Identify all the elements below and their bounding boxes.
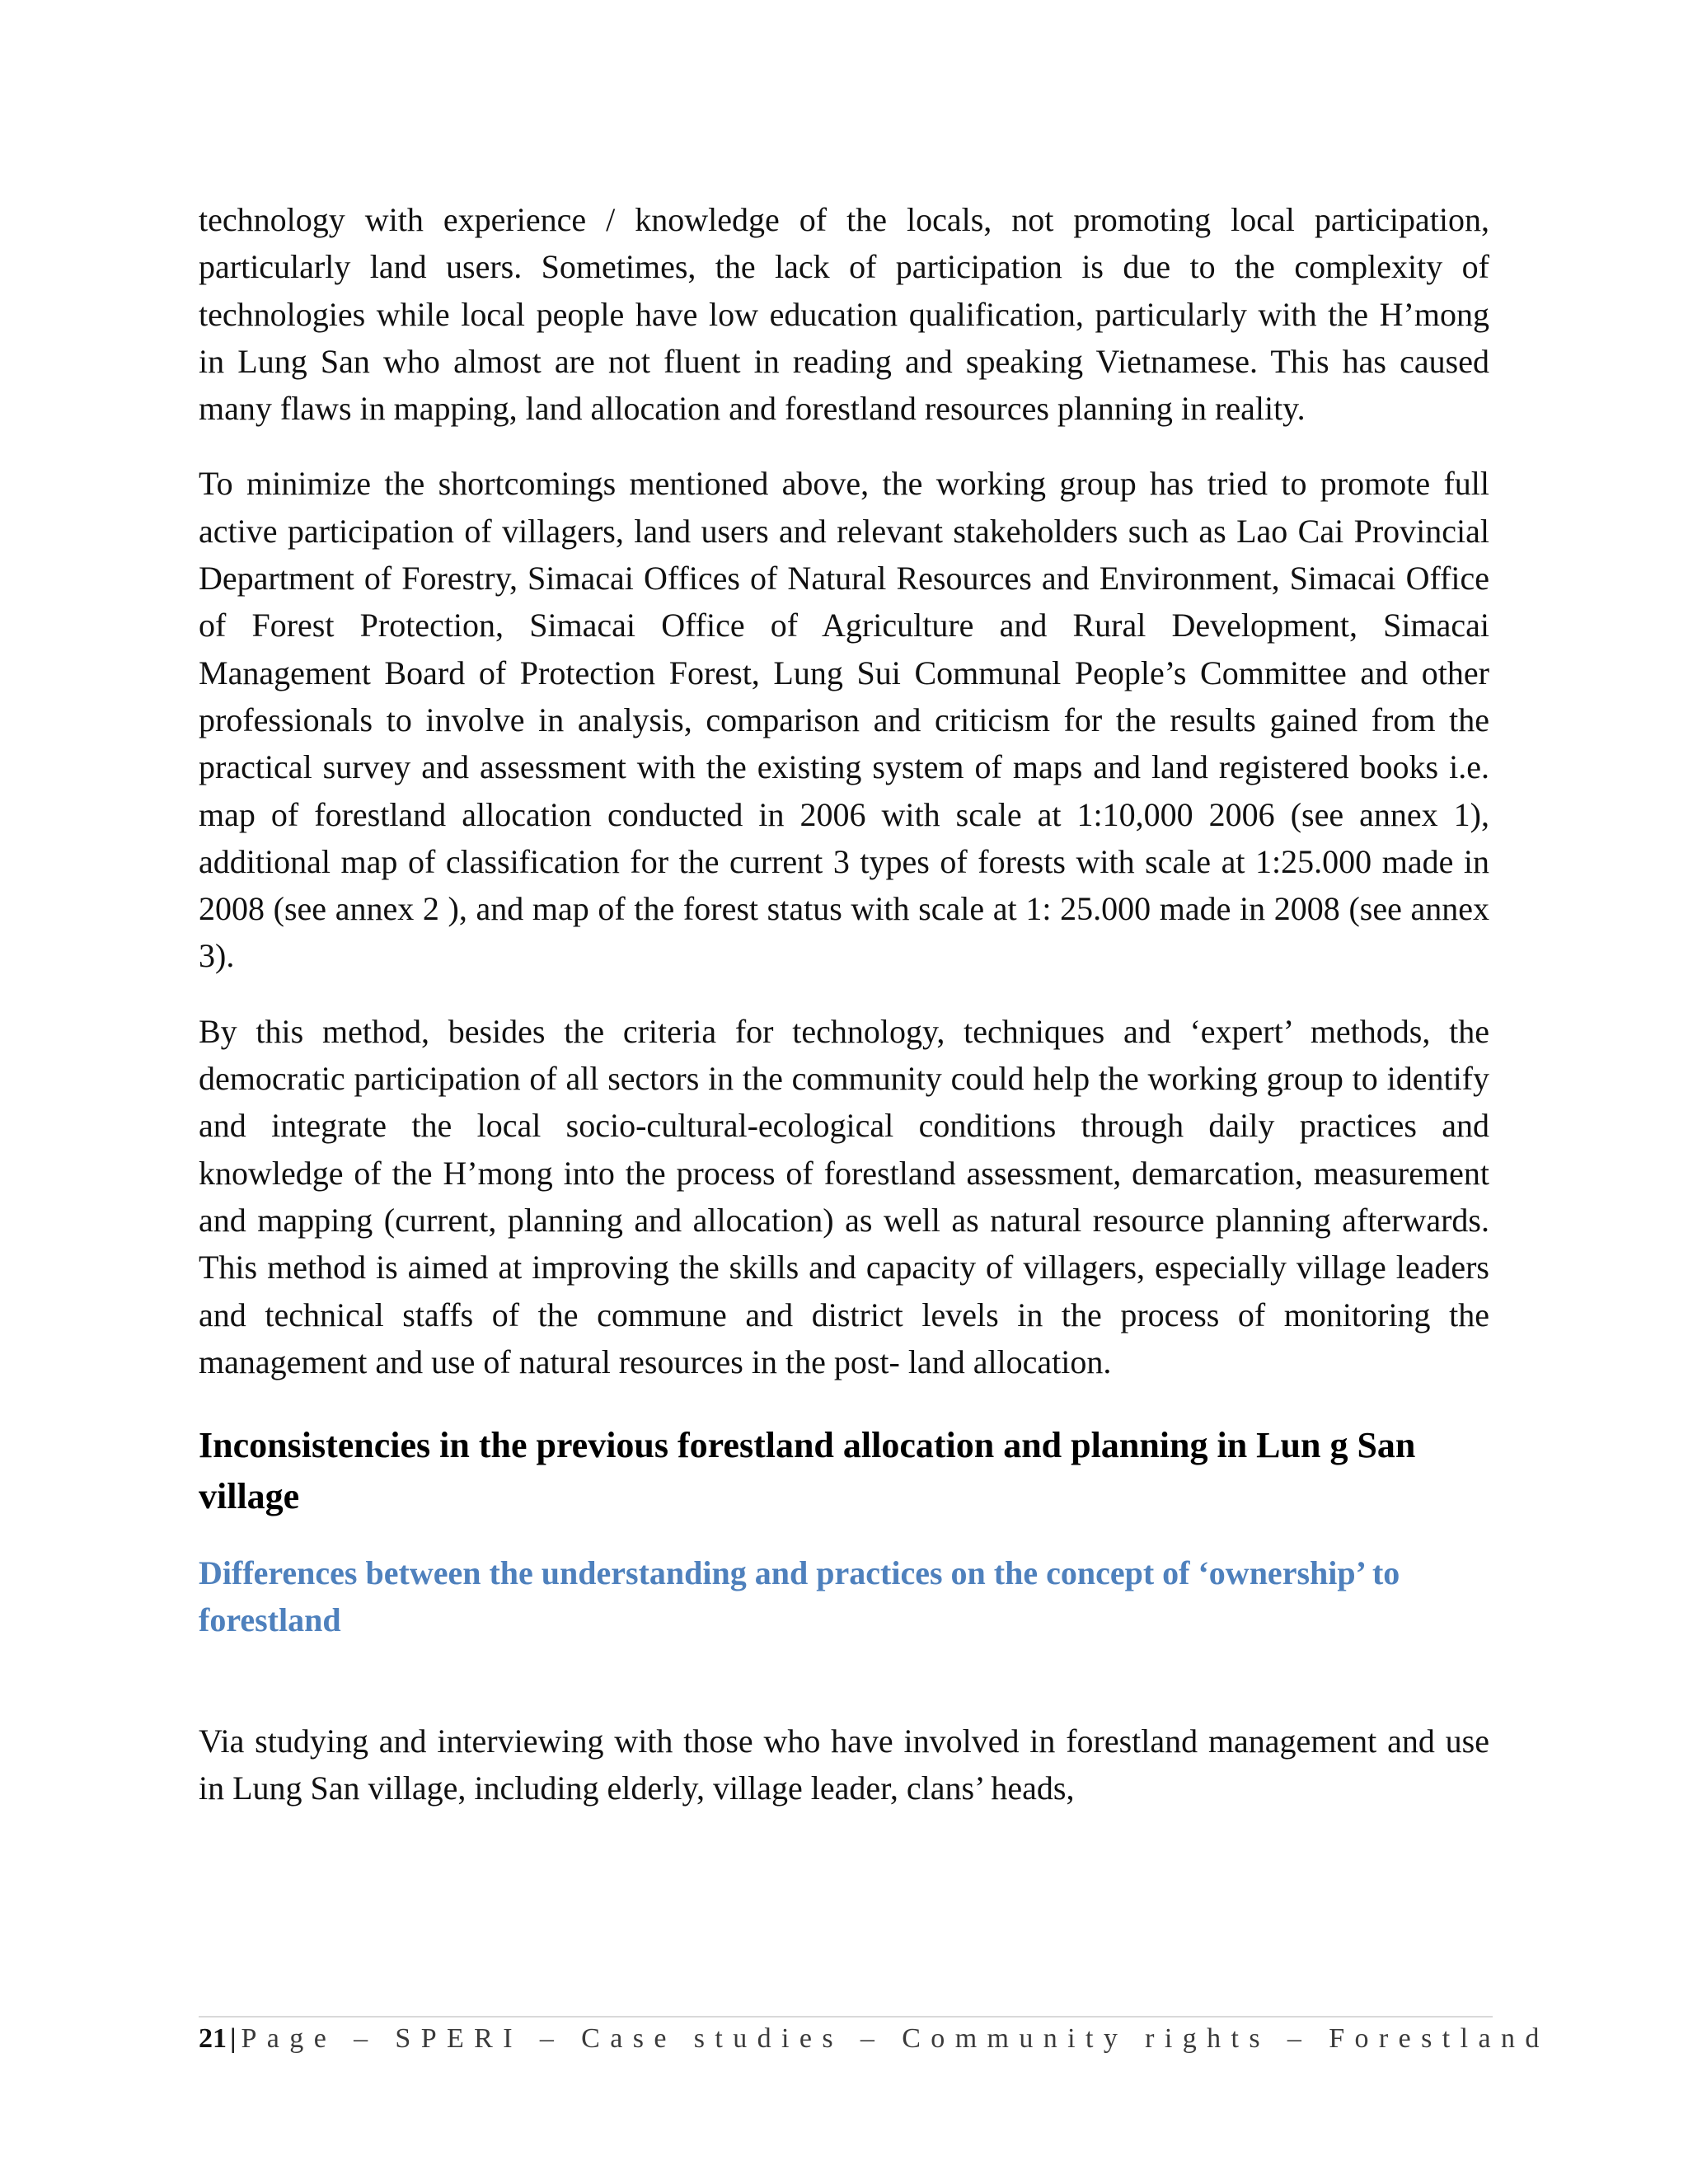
paragraph-1: technology with experience / knowledge of the locals, not promoting local participation, particularly land users. Sometimes, the lack of participation is due to the complexity of technologies while local people have low education qualification, particularly with the H’mong in Lung San who almost are not fluent in reading and speaking Vietnamese. This has caused many flaws in mapping, land allocation and forestland resources planning in reality. xyxy=(199,201,1489,428)
footer-separator: | xyxy=(230,2023,237,2054)
subsection-heading: Differences between the understanding and practices on the concept of ‘ownership’ to forestland xyxy=(199,1554,1400,1639)
page-body xyxy=(199,196,1489,1840)
section-heading: Inconsistencies in the previous forestland allocation and planning in Lun g San village xyxy=(199,1425,1416,1517)
footer-divider xyxy=(199,2016,1493,2018)
paragraph-2: To minimize the shortcomings mentioned above, the working group has tried to promote full active participation of villagers, land users and relevant stakeholders such as Lao Cai Provincial Department of Forestry, Simacai Offices of Natural Resources and Environment, Simacai Office of Forest Protection, Simacai Office of Agriculture and Rural Development, Simacai Management Board of Protection Forest, Lung Sui Communal People’s Committee and other professionals to involve in analysis, comparison and criticism for the results gained from the practical survey and assessment with the existing system of maps and land registered books i.e. map of forestland allocation conducted in 2006 with scale at 1:10,000 2006 (see annex 1), additional map of classification for the current 3 types of forests with scale at 1:25.000 made in 2008 (see annex 2 ), and map of the forest status with scale at 1: 25.000 made in 2008 (see annex 3). xyxy=(199,465,1489,975)
footer-text: Page – SPERI – Case studies – Community rights – Forestland xyxy=(241,2023,1550,2054)
paragraph-3: By this method, besides the criteria for technology, techniques and ‘expert’ methods, the democratic participation of all sectors in the community could help the working group to identify and integrate the local socio-cultural-ecological conditions through daily practices and knowledge of the H’mong into the process of forestland assessment, demarcation, measurement and mapping (current, planning and allocation) as well as natural resource planning afterwards. This method is aimed at improving the skills and capacity of villagers, especially village leaders and technical staffs of the commune and district levels in the process of monitoring the management and use of natural resources in the post- land allocation. xyxy=(199,1012,1489,1380)
page-footer xyxy=(199,2021,1550,2057)
paragraph-4: Via studying and interviewing with those who have involved in forestland management and use in Lung San village, including elderly, village leader, clans’ heads, xyxy=(199,1722,1489,1807)
page-number: 21 xyxy=(199,2023,227,2054)
